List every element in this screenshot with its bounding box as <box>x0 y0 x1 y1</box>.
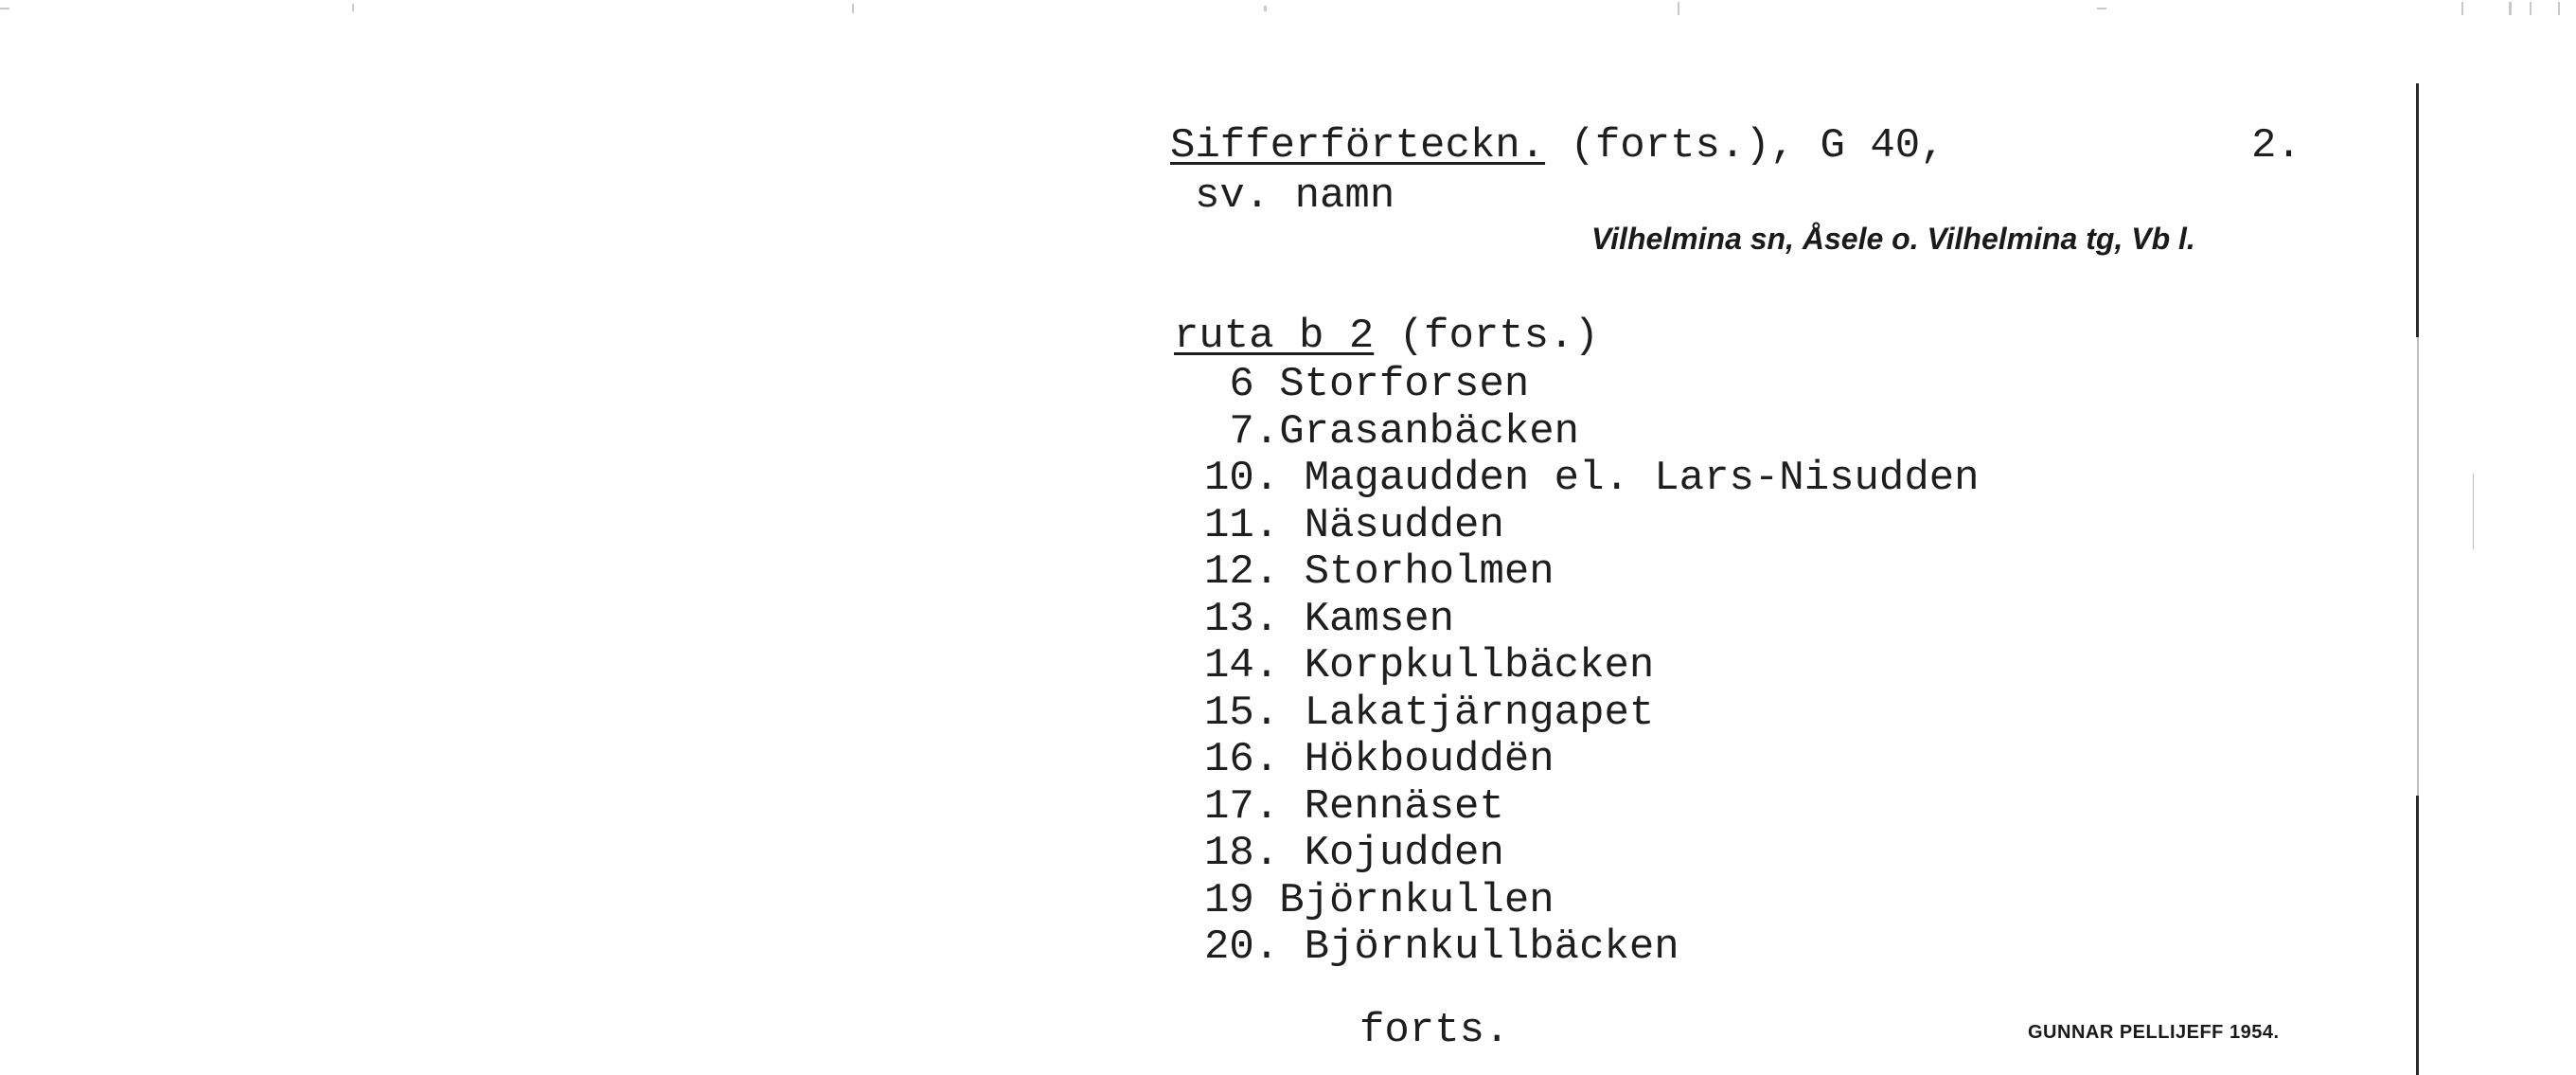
place-name-list <box>1204 362 1980 972</box>
list-item: 17. Rennäset <box>1204 782 1504 831</box>
scan-mark <box>2461 2 2463 15</box>
list-item: 6 Storforsen <box>1204 361 1530 408</box>
scan-mark <box>2509 2 2512 15</box>
card-edge-line <box>2416 83 2419 337</box>
parish-stamp: Vilhelmina sn, Åsele o. Vilhelmina tg, Vb l. <box>1591 222 2195 256</box>
scan-mark <box>1264 6 1267 11</box>
list-item: 20. Björnkullbäcken <box>1204 923 1679 971</box>
list-item: 7.Grasanbäcken <box>1204 407 1580 456</box>
section-heading <box>1174 313 1599 360</box>
heading-title: Sifferförteckn. <box>1170 122 1546 170</box>
section-suffix: (forts.) <box>1374 313 1599 360</box>
scan-mark <box>0 8 9 9</box>
author-stamp: GUNNAR PELLIJEFF 1954. <box>2028 1022 2280 1043</box>
list-item: 13. Kamsen <box>1204 595 1455 643</box>
scan-mark <box>2530 2 2532 15</box>
card-edge-faint-line <box>2417 337 2419 796</box>
list-item: 19 Björnkullen <box>1204 876 1554 924</box>
list-item: 14. Korpkullbäcken <box>1204 642 1655 690</box>
heading-rest: (forts.), G 40, <box>1545 122 1945 170</box>
list-item: 10. Magaudden el. Lars-Nisudden <box>1204 455 1980 502</box>
scan-mark <box>2097 8 2106 9</box>
section-label: ruta b 2 <box>1174 313 1375 360</box>
list-item: 11. Näsudden <box>1204 501 1504 549</box>
list-item: 16. Hökbouddën <box>1204 736 1554 783</box>
scan-mark <box>852 4 854 13</box>
scan-mark <box>1678 2 1679 15</box>
list-item: 15. Lakatjärngapet <box>1204 689 1655 737</box>
card-subheading: sv. namn <box>1195 172 1395 220</box>
list-item: 18. Kojudden <box>1204 830 1504 877</box>
scan-mark <box>352 4 354 11</box>
continuation-note: forts. <box>1359 1007 1510 1054</box>
page-number: 2. <box>2251 122 2301 170</box>
scan-mark <box>2558 2 2560 15</box>
card-edge-faint-line <box>2473 474 2474 549</box>
card-edge-line <box>2416 796 2419 1075</box>
list-item: 12. Storholmen <box>1204 548 1554 596</box>
card-heading <box>1170 122 1945 170</box>
